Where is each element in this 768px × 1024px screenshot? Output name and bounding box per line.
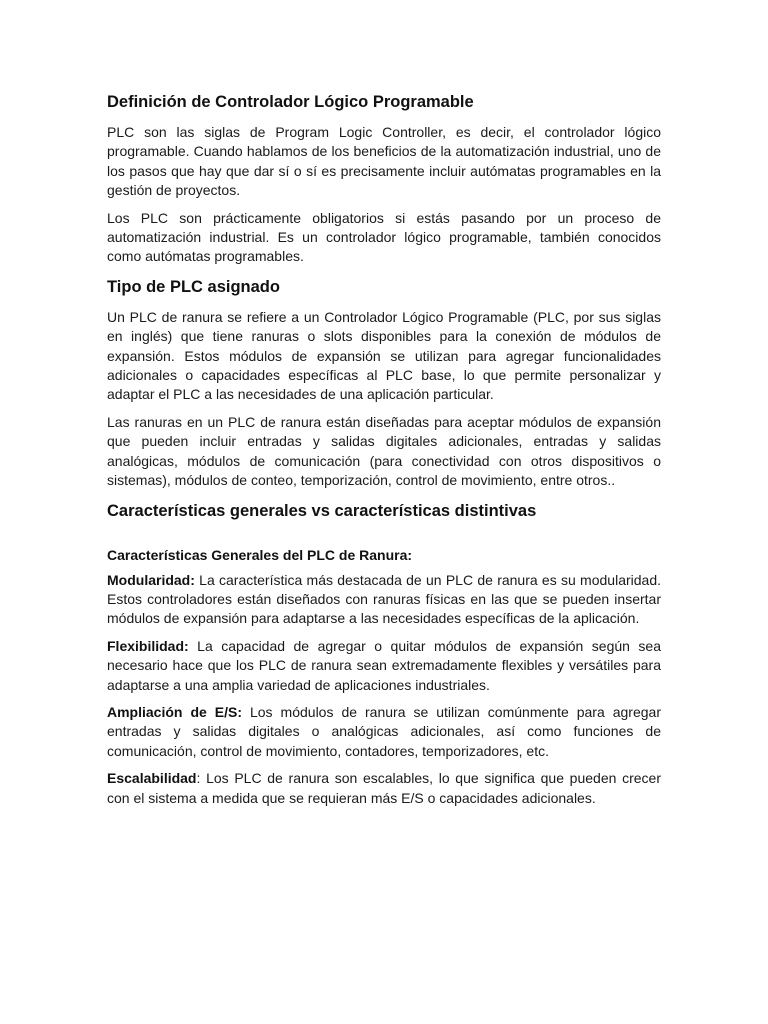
- section-title-definicion: Definición de Controlador Lógico Programable: [107, 93, 474, 111]
- paragraph-tipo-plc-1: Un PLC de ranura se refiere a un Controlador Lógico Programable (PLC, por sus siglas en inglés) que tiene ranuras o slots disponibles para la conexión de módulos de expansión. Estos módulos de expansión se utilizan para agregar funcionalidades adicionales o capacidades específicas al PLC base, lo que permite personalizar y adaptar el PLC a las necesidades de una aplicación particular.: [107, 308, 661, 403]
- paragraph-definicion-2: Los PLC son prácticamente obligatorios si estás pasando por un proceso de automatización industrial. Es un controlador lógico programable, también conocidos como autómatas programables.: [107, 209, 661, 265]
- feature-lead: Flexibilidad:: [107, 637, 189, 654]
- feature-lead: Ampliación de E/S:: [107, 703, 242, 720]
- feature-ampliacion-es: [107, 703, 661, 761]
- feature-text: La capacidad de agregar o quitar módulos de expansión según sea necesario hace que los PLC de ranura sean extremadamente flexibles y versátiles para adaptarse a una amplia variedad de aplicaciones industriales.: [107, 637, 661, 693]
- paragraph-definicion-1: PLC son las siglas de Program Logic Controller, es decir, el controlador lógico programable. Cuando hablamos de los beneficios de la automatización industrial, uno de los pasos que hay que dar sí o sí es precisamente incluir autómatas programables en la gestión de proyectos.: [107, 124, 661, 199]
- feature-lead: Modularidad:: [107, 571, 195, 588]
- feature-text: La característica más destacada de un PLC de ranura es su modularidad. Estos controladores están diseñados con ranuras físicas en las que se pueden insertar módulos de expansión para adaptarse a las necesidades específicas de la aplicación.: [107, 571, 661, 627]
- feature-text: Los módulos de ranura se utilizan comúnmente para agregar entradas y salidas digitales o analógicas adicionales, así como funciones de comunicación, control de movimiento, contadores, temporizadores, etc.: [107, 703, 661, 759]
- feature-lead: Escalabilidad: [107, 770, 197, 787]
- subsection-title-caracteristicas-generales: Características Generales del PLC de Ranura:: [107, 546, 413, 563]
- feature-modularidad: [107, 571, 661, 629]
- paragraph-tipo-plc-2: Las ranuras en un PLC de ranura están diseñadas para aceptar módulos de expansión que pueden incluir entradas y salidas digitales adicionales, entradas y salidas analógicas, módulos de comunicación (para conectividad con otros dispositivos o sistemas), módulos de conteo, temporización, control de movimiento, entre otros..: [107, 413, 661, 489]
- feature-escalabilidad: [107, 769, 661, 808]
- section-title-tipo-plc: Tipo de PLC asignado: [107, 277, 280, 296]
- feature-flexibilidad: [107, 637, 661, 695]
- feature-text: : Los PLC de ranura son escalables, lo que significa que pueden crecer con el sistema a medida que se requieran más E/S o capacidades adicionales.: [107, 770, 661, 806]
- section-title-caracteristicas: Características generales vs características distintivas: [107, 501, 537, 520]
- document-page: [107, 90, 661, 816]
